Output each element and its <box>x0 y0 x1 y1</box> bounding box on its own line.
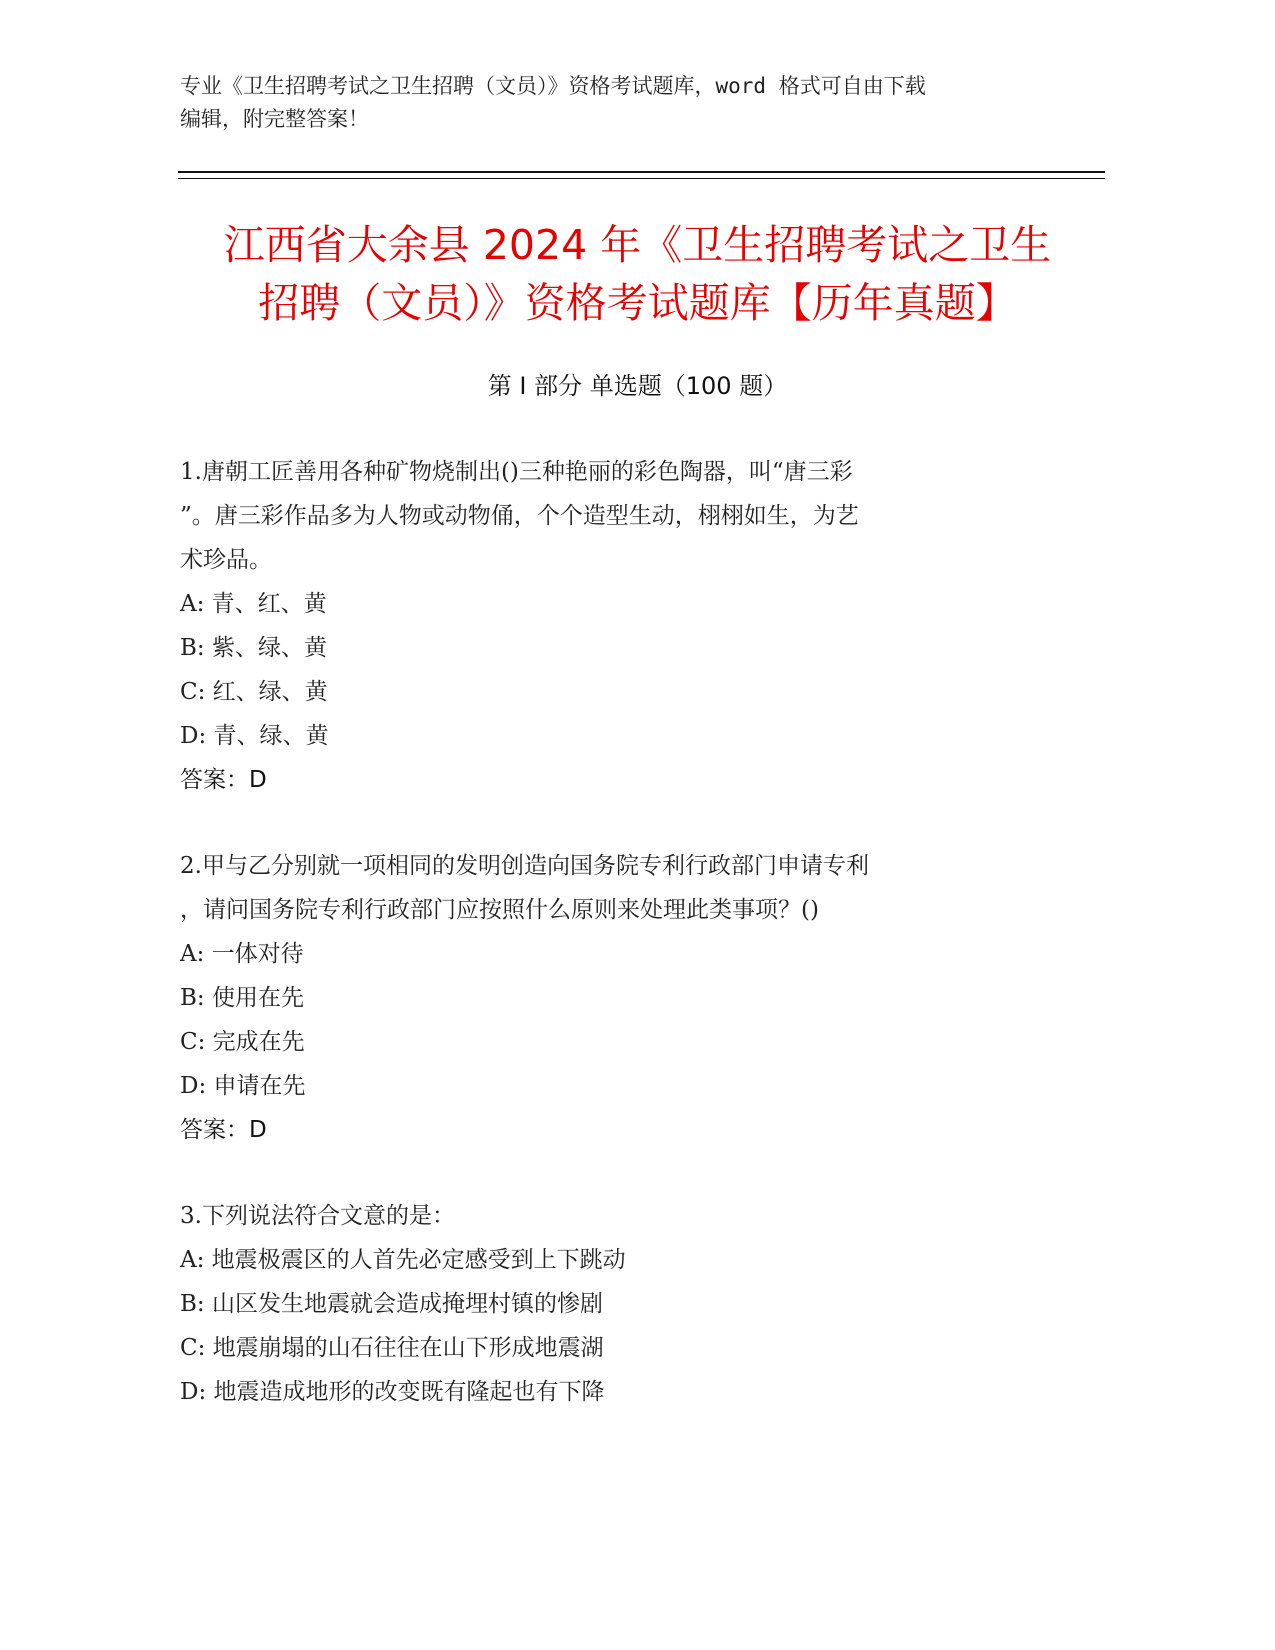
option-b: B: 山区发生地震就会造成掩埋村镇的惨剧 <box>180 1291 603 1317</box>
document-title-line-1: 江西省大余县 2024 年《卫生招聘考试之卫生 <box>223 221 1052 269</box>
option-d: D: 地震造成地形的改变既有隆起也有下降 <box>180 1379 605 1405</box>
option-b: B: 紫、绿、黄 <box>180 635 327 661</box>
question-stem-line: ，请问国务院专利行政部门应按照什么原则来处理此类事项？() <box>180 897 819 923</box>
question-stem-line: 术珍品。 <box>180 547 272 573</box>
section-heading: 第 I 部分 单选题（100 题） <box>487 372 788 400</box>
option-c: C: 红、绿、黄 <box>180 679 328 705</box>
answer-line: 答案：D <box>180 767 267 793</box>
header-note-line-1: 专业《卫生招聘考试之卫生招聘（文员）》资格考试题库，word 格式可自由下载 <box>180 74 926 98</box>
question-stem-line: 1.唐朝工匠善用各种矿物烧制出()三种艳丽的彩色陶器，叫“唐三彩 <box>180 459 853 485</box>
question-stem-line: 3.下列说法符合文意的是： <box>180 1203 455 1229</box>
question-stem-line: ”。唐三彩作品多为人物或动物俑，个个造型生动，栩栩如生，为艺 <box>180 503 859 529</box>
option-d: D: 申请在先 <box>180 1073 306 1099</box>
option-d: D: 青、绿、黄 <box>180 723 329 749</box>
header-divider-thick <box>178 171 1105 173</box>
spacer <box>180 802 1060 844</box>
answer-line: 答案：D <box>180 1117 267 1143</box>
option-b: B: 使用在先 <box>180 985 304 1011</box>
header-note-line-2: 编辑，附完整答案！ <box>180 107 369 131</box>
option-c: C: 地震崩塌的山石往往在山下形成地震湖 <box>180 1335 604 1361</box>
option-c: C: 完成在先 <box>180 1029 305 1055</box>
question-stem-line: 2.甲与乙分别就一项相同的发明创造向国务院专利行政部门申请专利 <box>180 853 869 879</box>
document-title-line-2: 招聘（文员）》资格考试题库【历年真题】 <box>258 279 1017 327</box>
question-block <box>180 844 1060 1152</box>
header-divider-thin <box>178 178 1105 179</box>
document-title <box>150 216 1125 332</box>
option-a: A: 青、红、黄 <box>180 591 327 617</box>
question-list <box>180 450 1060 1414</box>
header-note <box>180 70 1050 136</box>
question-block <box>180 1194 1060 1414</box>
option-a: A: 地震极震区的人首先必定感受到上下跳动 <box>180 1247 626 1273</box>
spacer <box>180 1152 1060 1194</box>
option-a: A: 一体对待 <box>180 941 304 967</box>
question-block <box>180 450 1060 802</box>
